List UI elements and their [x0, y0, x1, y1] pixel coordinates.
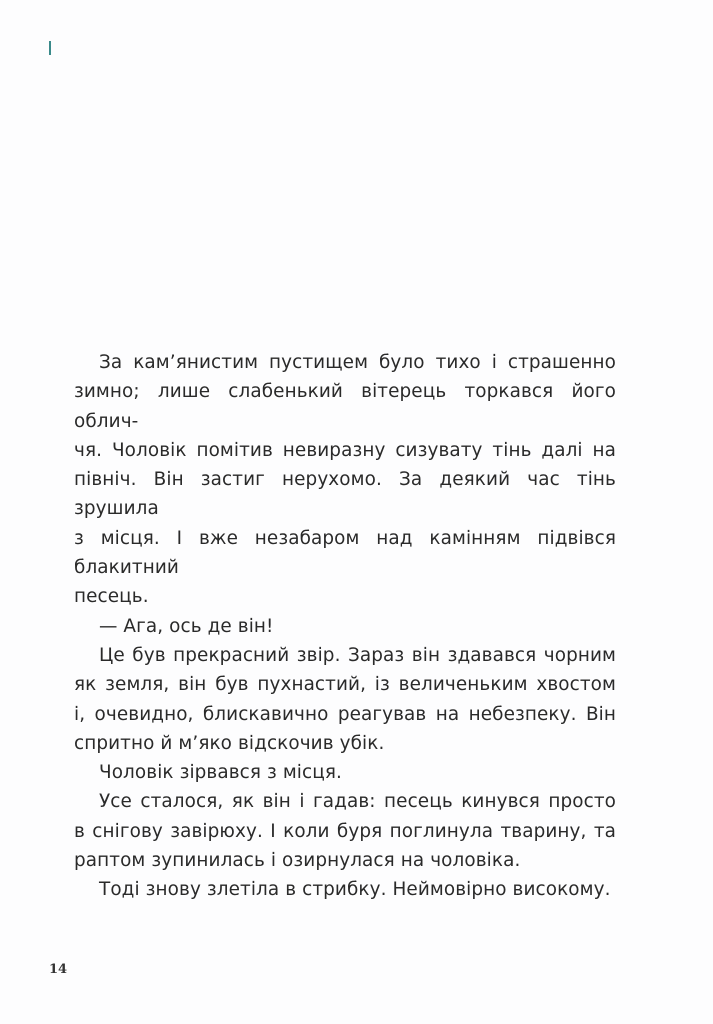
text-line: з місця. І вже незабаром над камінням підвівся блакитний: [74, 527, 616, 579]
text-line: зимно; лише слабенький вітерець торкався його облич-: [74, 381, 616, 432]
page-marker: [49, 41, 51, 55]
paragraph: [74, 758, 616, 787]
text-line: Це був прекрасний звір. Зараз він здавався чорним: [99, 644, 616, 666]
text-line: Чоловік зірвався з місця.: [99, 762, 342, 784]
text-line: Тоді знову злетіла в стрибку. Неймовірно високому.: [99, 879, 611, 901]
text-line: За кам’янистим пустищем було тихо і страшенно: [99, 352, 616, 373]
text-line: чя. Чоловік помітив невиразну сизувату тінь далі на: [74, 439, 616, 461]
text-line: північ. Він застиг нерухомо. За деякий час тінь зрушила: [74, 469, 616, 520]
text-line: раптом зупинилась і озирнулася на чоловіка.: [74, 850, 521, 872]
text-line: песець.: [74, 586, 149, 608]
paragraph: [74, 787, 616, 875]
text-line: як земля, він був пухнастий, із величеньким хвостом: [74, 674, 616, 696]
text-line: — Ага, ось де він!: [99, 615, 274, 637]
body-text: [74, 348, 616, 905]
text-line: спритно й м’яко відскочив убік.: [74, 732, 385, 754]
text-line: Усе сталося, як він і гадав: песець кинувся просто: [99, 791, 616, 813]
paragraph: [74, 875, 616, 904]
paragraph: [74, 612, 616, 641]
text-line: і, очевидно, блискавично реагував на небезпеку. Він: [74, 703, 616, 725]
paragraph: [74, 348, 616, 612]
text-line: в снігову завірюху. І коли буря поглинула тварину, та: [74, 820, 616, 842]
paragraph: [74, 641, 616, 758]
page-number: 14: [49, 962, 68, 977]
